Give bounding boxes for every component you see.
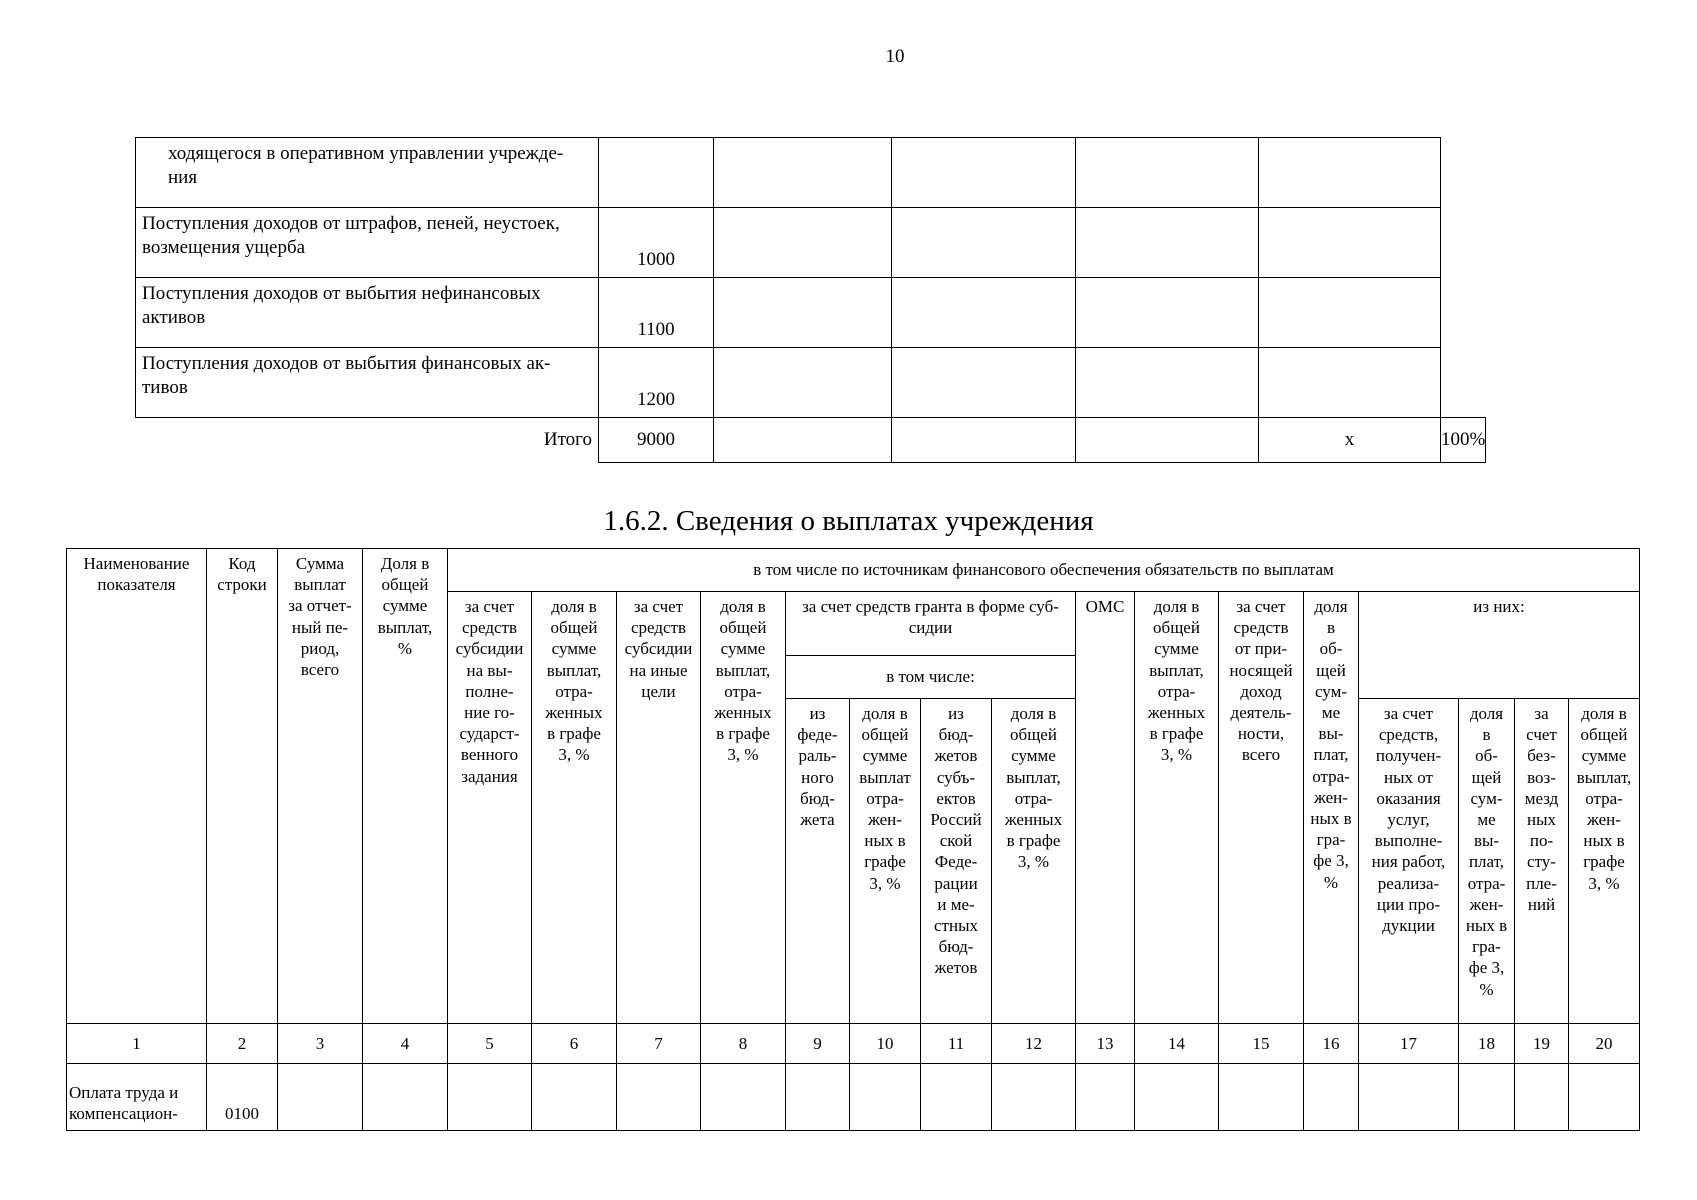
cell [1076,1064,1135,1131]
column-number: 3 [278,1024,363,1064]
header-share-10: доля в общей сумме выплат отра- жен- ных в графе 3, % [850,699,921,1024]
cell [1076,418,1259,463]
row-name-text: Поступления доходов от выбытия финансовых ак- тивов [142,353,551,398]
header-row [67,549,1640,592]
header-services: за счет средств, получен- ных от оказания услуг, выполне- ния работ, реализа- ции про- дукции [1359,699,1459,1024]
row-code: 1000 [599,208,714,278]
cell [1459,1064,1515,1131]
cell [1569,1064,1640,1131]
header-share-18: доля в об- щей сум- ме вы- плат, отра- жен- ных в гра- фе 3, % [1459,699,1515,1024]
total-row [136,418,1486,463]
header-sources: в том числе по источникам финансового обеспечения обязательств по выплатам [448,549,1640,592]
cell [892,278,1076,348]
payments-table [66,548,1640,1131]
row-code: 1100 [599,278,714,348]
header-share-16: доля в об- щей сум- ме вы- плат, отра- жен- ных в гра- фе 3, % [1304,592,1359,1024]
row-name [136,138,599,208]
cell [448,1064,532,1131]
header-grant: за счет средств гранта в форме суб- сидии [786,592,1076,656]
cell [714,418,892,463]
header-grant-incl: в том числе: [786,656,1076,699]
total-label: Итого [543,429,592,451]
row-code [599,138,714,208]
cell [1304,1064,1359,1131]
cell [617,1064,701,1131]
cell [532,1064,617,1131]
column-number: 16 [1304,1024,1359,1064]
table-row [136,208,1486,278]
cell [850,1064,921,1131]
column-number: 12 [992,1024,1076,1064]
row-name [136,348,599,418]
page-number: 10 [885,46,905,67]
cell [1076,278,1259,348]
cell [714,208,892,278]
row-code: 0100 [207,1064,278,1131]
header-federal: из феде- раль- ного бюд- жета [786,699,850,1024]
column-number: 5 [448,1024,532,1064]
column-number: 13 [1076,1024,1135,1064]
header-of-them: из них: [1359,592,1640,699]
header-income-activity: за счет средств от при- носящей доход деятель- ности, всего [1219,592,1304,1024]
cell [714,348,892,418]
cell [892,138,1076,208]
cell [714,278,892,348]
table-row [136,138,1486,208]
cell [786,1064,850,1131]
column-number: 20 [1569,1024,1640,1064]
column-number: 19 [1515,1024,1569,1064]
header-share-14: доля в общей сумме выплат, отра- женных в графе 3, % [1135,592,1219,1024]
cell [1076,208,1259,278]
header-code: Код строки [207,549,278,1024]
header-share-6: доля в общей сумме выплат, отра- женных в графе 3, % [532,592,617,1024]
table-row [136,278,1486,348]
table-row [136,348,1486,418]
header-share: Доля в общей сумме выплат, % [363,549,448,1024]
cell [1259,208,1441,278]
column-number: 4 [363,1024,448,1064]
header-share-12: доля в общей сумме выплат, отра- женных в графе 3, % [992,699,1076,1024]
header-subsidy-task: за счет средств субсидии на вы- полне- ние го- сударст- венного задания [448,592,532,1024]
row-name [136,278,599,348]
cell [1219,1064,1304,1131]
header-share-8: доля в общей сумме выплат, отра- женных в графе 3, % [701,592,786,1024]
cell [714,138,892,208]
row-name: Оплата труда и компенсацион- [67,1064,207,1131]
cell: x [1259,418,1441,463]
column-number: 14 [1135,1024,1219,1064]
cell [992,1064,1076,1131]
column-number: 9 [786,1024,850,1064]
cell [921,1064,992,1131]
cell [892,418,1076,463]
column-number: 11 [921,1024,992,1064]
cell [1259,348,1441,418]
cell [1259,138,1441,208]
income-table [135,137,1486,463]
cell [1135,1064,1219,1131]
row-name [136,208,599,278]
column-number: 18 [1459,1024,1515,1064]
cell [892,208,1076,278]
column-number: 17 [1359,1024,1459,1064]
column-numbers-row [67,1024,1640,1064]
column-number: 6 [532,1024,617,1064]
row-name-text: Поступления доходов от выбытия нефинансовых активов [142,283,541,328]
cell [1515,1064,1569,1131]
cell: 100% [1441,418,1486,463]
column-number: 2 [207,1024,278,1064]
table-row [67,1064,1640,1131]
header-subsidy-other: за счет средств субсидии на иные цели [617,592,701,1024]
cell [892,348,1076,418]
cell [1076,348,1259,418]
header-name: Наименование показателя [67,549,207,1024]
cell [1076,138,1259,208]
cell [278,1064,363,1131]
header-sum: Сумма выплат за отчет- ный пе- риод, всего [278,549,363,1024]
row-name-text: ходящегося в оперативном управлении учрежде- ния [168,143,564,188]
header-share-20: доля в общей сумме выплат, отра- жен- ных в графе 3, % [1569,699,1640,1024]
column-number: 10 [850,1024,921,1064]
header-regional: из бюд- жетов субъ- ектов Россий ской Феде- рации и ме- стных бюд- жетов [921,699,992,1024]
column-number: 1 [67,1024,207,1064]
row-name-text: Поступления доходов от штрафов, пеней, неустоек, возмещения ущерба [142,213,560,258]
cell [701,1064,786,1131]
column-number: 7 [617,1024,701,1064]
cell [363,1064,448,1131]
column-number: 8 [701,1024,786,1064]
total-code: 9000 [599,418,714,463]
row-code: 1200 [599,348,714,418]
cell [1359,1064,1459,1131]
cell [1259,278,1441,348]
header-gratuitous: за счет без- воз- мезд ных по- сту- пле- ний [1515,699,1569,1024]
header-oms: ОМС [1076,592,1135,1024]
column-number: 15 [1219,1024,1304,1064]
section-title: 1.6.2. Сведения о выплатах учреждения [603,505,1094,537]
